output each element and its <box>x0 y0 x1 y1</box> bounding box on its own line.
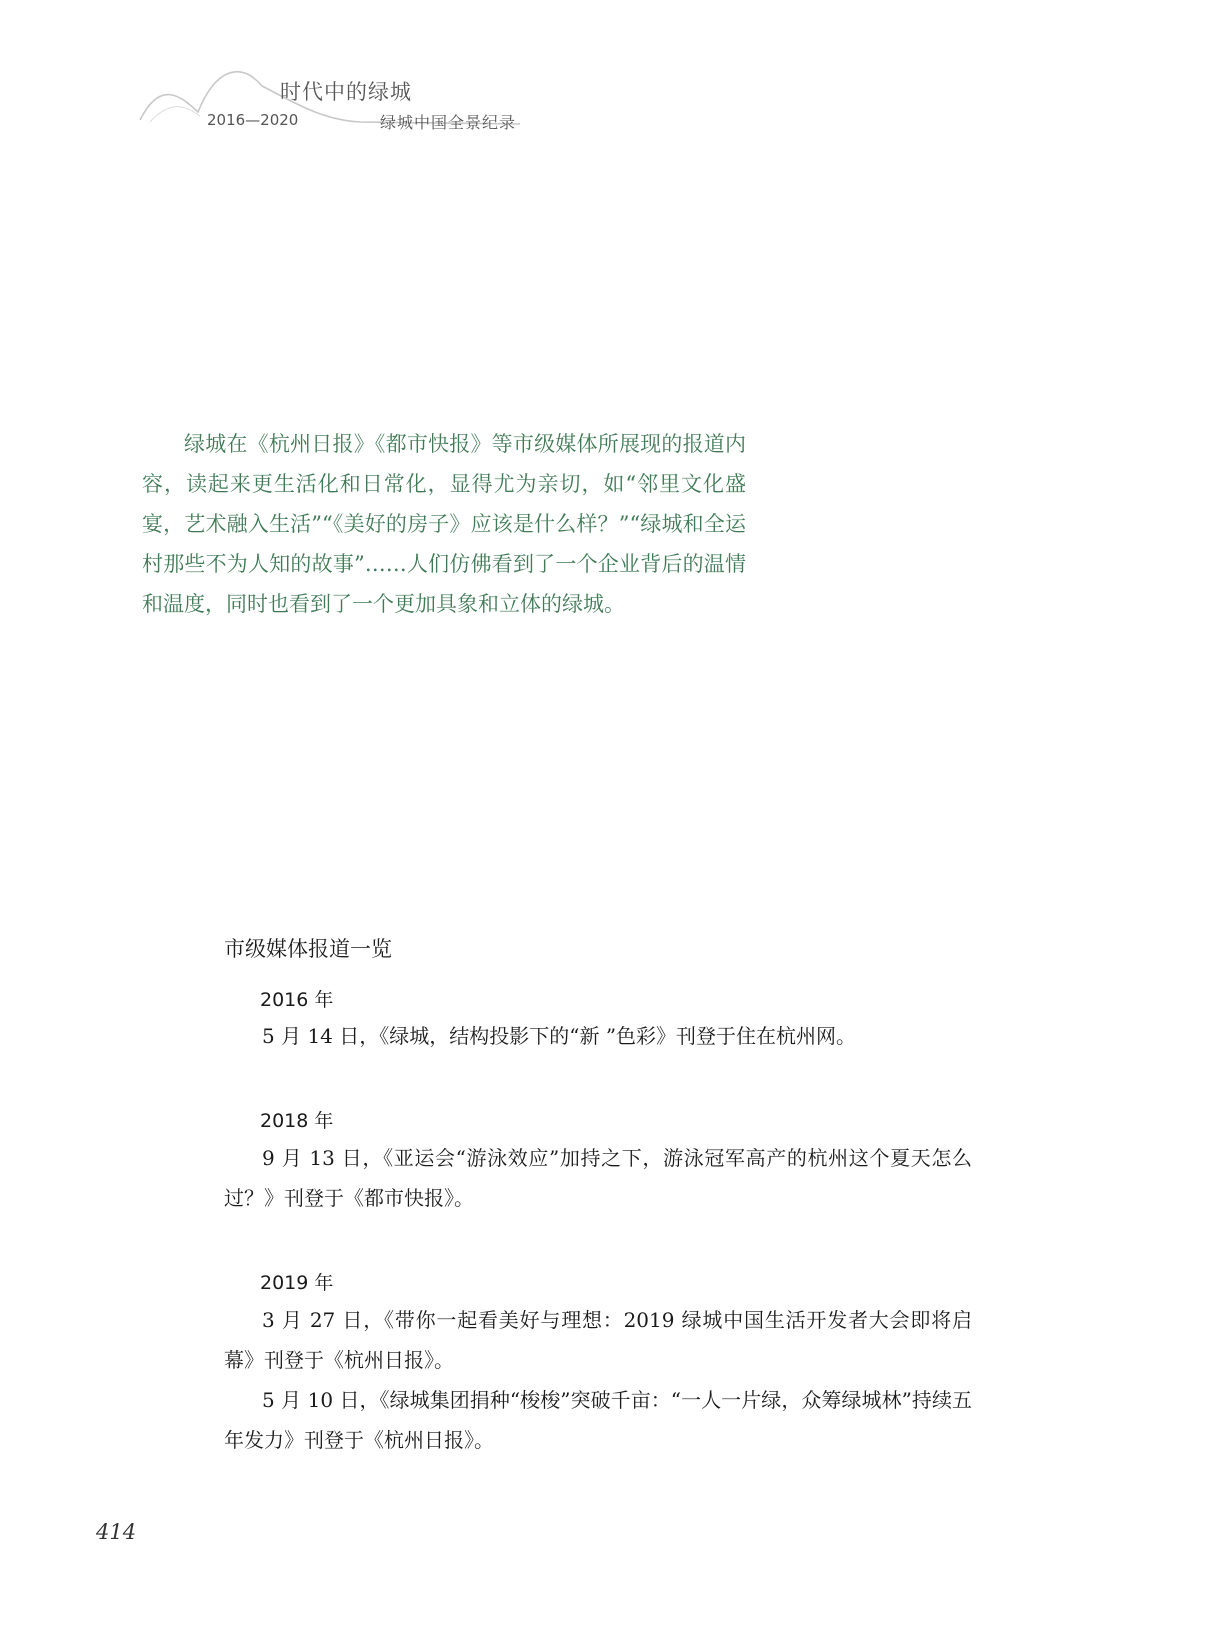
list-item: 5 月 10 日，《绿城集团捐种“梭梭”突破千亩：“一人一片绿，众筹绿城林”持续五年发力》刊登于《杭州日报》。 <box>224 1388 972 1452</box>
section-title: 市级媒体报道一览 <box>224 937 392 961</box>
year-heading-2018: 2018 年 <box>260 1110 334 1132</box>
header-years: 2016—2020 <box>207 111 299 129</box>
mountain-line-decoration <box>0 0 620 140</box>
page-number: 414 <box>96 1520 137 1544</box>
page-header <box>0 0 1213 140</box>
header-subtitle: 绿城中国全景纪录 <box>380 113 517 132</box>
year-heading-2019: 2019 年 <box>260 1272 334 1294</box>
intro-paragraph: 绿城在《杭州日报》《都市快报》等市级媒体所展现的报道内容，读起来更生活化和日常化，显得尤为亲切，如“邻里文化盛宴，艺术融入生活”“《美好的房子》应该是什么样？”“绿城和全运村那些不为人知的故事”……人们仿佛看到了一个企业背后的温情和温度，同时也看到了一个更加具象和立体的绿城。 <box>142 432 746 616</box>
list-item: 5 月 14 日，《绿城，结构投影下的“新 ”色彩》刊登于住在杭州网。 <box>262 1024 857 1048</box>
list-item: 3 月 27 日，《带你一起看美好与理想：2019 绿城中国生活开发者大会即将启幕》刊登于《杭州日报》。 <box>224 1308 972 1372</box>
list-item: 9 月 13 日，《亚运会“游泳效应”加持之下，游泳冠军高产的杭州这个夏天怎么过？》刊登于《都市快报》。 <box>224 1146 972 1210</box>
year-heading-2016: 2016 年 <box>260 989 334 1011</box>
header-title: 时代中的绿城 <box>280 80 412 104</box>
